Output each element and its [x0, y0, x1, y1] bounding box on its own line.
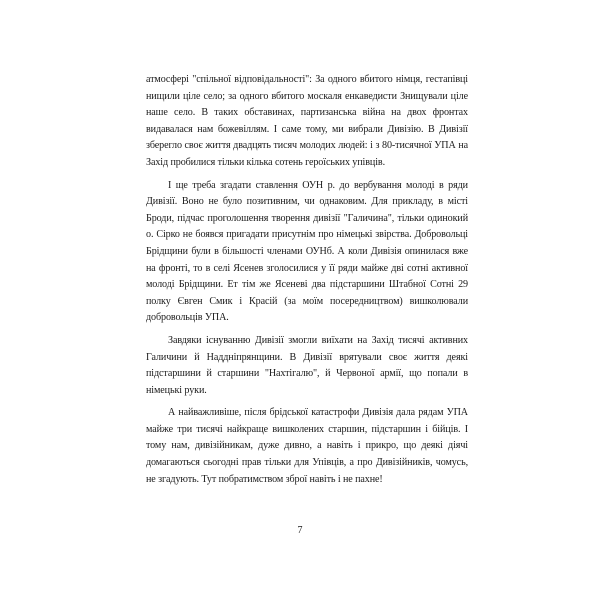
paragraph-2: І ще треба згадати ставлення ОУН р. до вербування молоді в ряди Дивізії. Воно не було позитивним, чи однаковим. Для прикладу, в місті Броди, підчас проголошення творення дивізії "Галичина", тільки одинокий о. Сірко не боявся пригадати присутнім про німецькі звірства. Добровольці Брідщини були в більшості членами ОУНб. А коли Дивізія опинилася вже на фронті, то в селі Ясенев зголосилися у її ряди майже дві сотні активної молоді Брідщини. Ет тім же Ясеневі два підстаршини Штабної Сотні 29 полку Євген Смик і Красій (за моїм посередництвом) вишколювали добровольців УПА.	[146, 179, 468, 324]
paragraph-1: атмосфері "спільної відповідальності": За одного вбитого німця, гестапівці нищили ціле село; за одного вбитого москаля енкаведисти Знищували ціле наше село. В таких обставинах, партизанська війна на двох фронтах видавалася нам божевіллям. І саме тому, ми вибрали Дивізію. В Дивізії зберегло своє життя двадцять тисяч молодих людей: і з 80-тисячної УПА на Захід пробилися тільки кілька сотень героїських упівців.	[146, 74, 468, 168]
body-text	[146, 72, 468, 488]
page-number: 7	[297, 525, 303, 536]
paragraph-3: Завдяки існуванню Дивізії змогли виїхати на Захід тисячі активних Галичини й Наддніпрянщини. В Дивізії врятували своє життя деякі підстаршини й старшини "Нахтігалю", й Червоної армії, що попали в німецькі руки.	[146, 334, 468, 396]
paragraph-4: А найважливіше, після брідської катастрофи Дивізія дала рядам УПА майже три тисячі найкраще вишколених старшин, підстаршин і бійців. І тому нам, дивізійникам, дуже дивно, а навіть і прикро, що деякі діячі домагаються сьогодні прав тільки для Упівців, а про Дивізійників, чомусь, не згадують. Тут побратимством зброї навіть і не пахне!	[146, 407, 468, 485]
